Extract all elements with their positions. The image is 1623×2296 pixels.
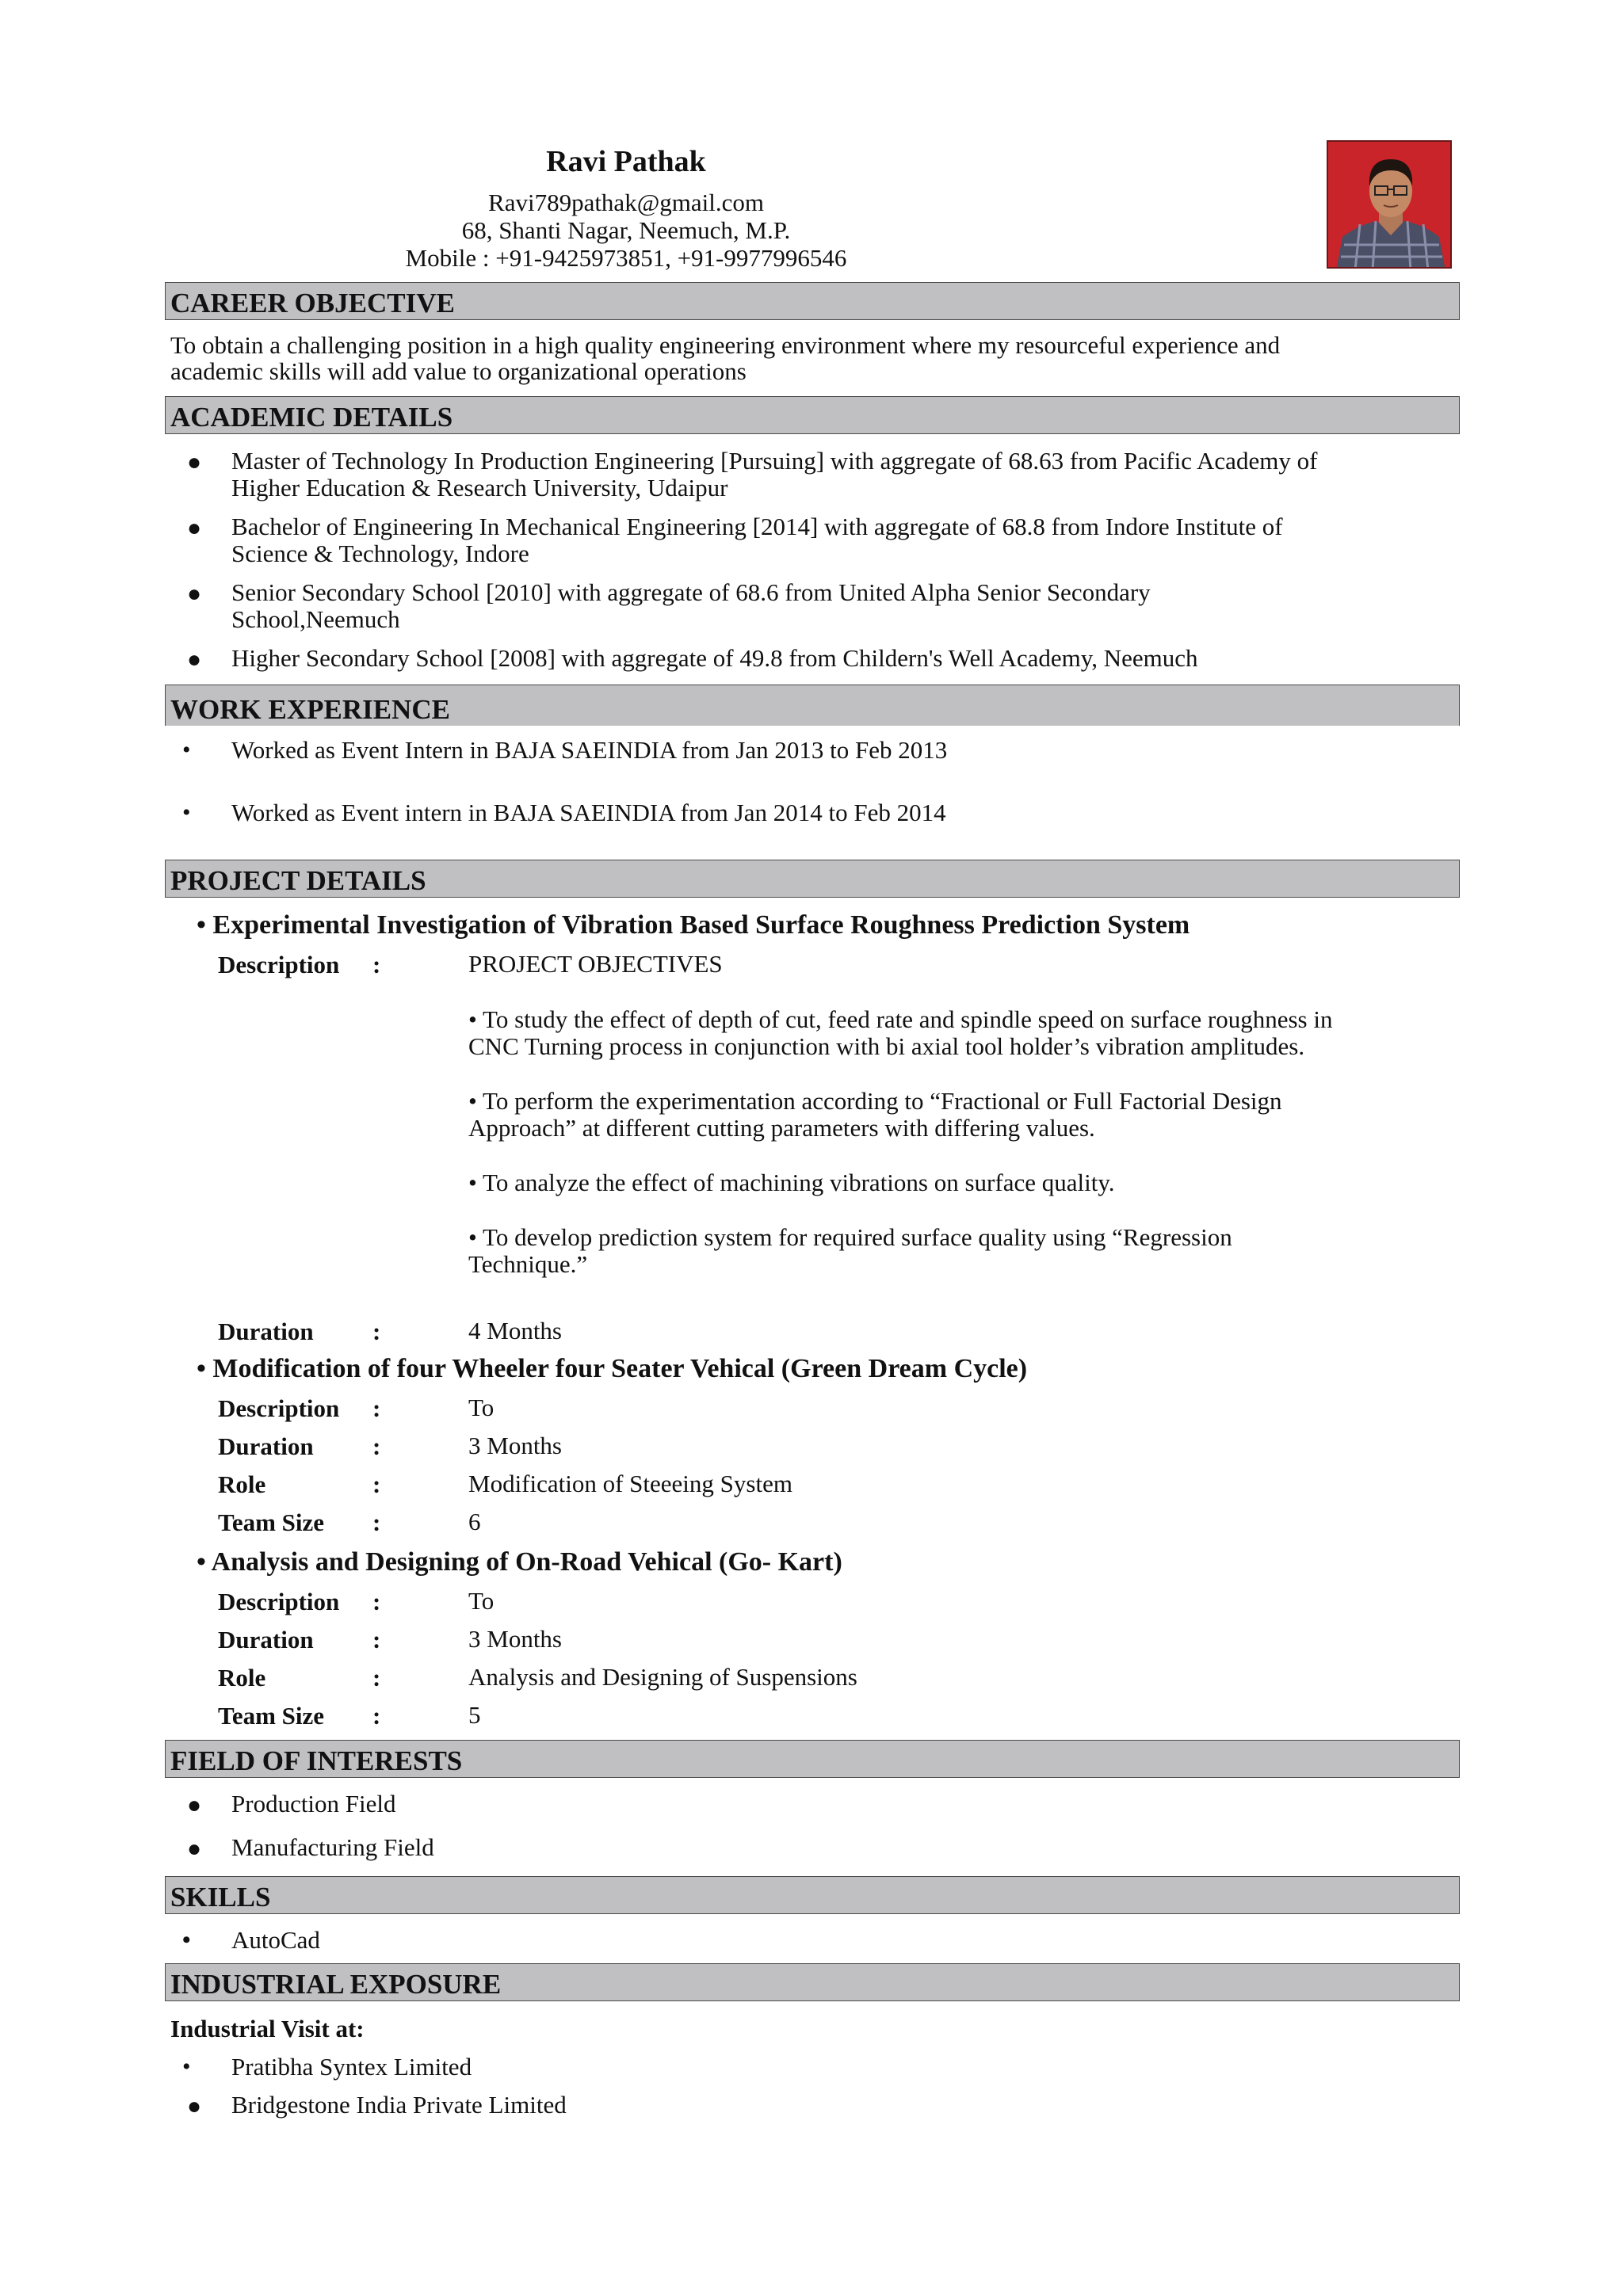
academic-item-line: Master of Technology In Production Engineering [Pursuing] with aggregate of 68.63 from Pacific Academy of	[231, 447, 1318, 475]
project-details-heading: PROJECT DETAILS	[170, 865, 426, 896]
bullet: ●	[187, 449, 202, 475]
field-of-interests-heading-bar	[165, 1740, 1460, 1778]
academic-item-line: Higher Education & Research University, Udaipur	[231, 474, 728, 502]
objective-line: • To study the effect of depth of cut, feed rate and spindle speed on surface roughness in	[468, 1005, 1333, 1033]
profile-photo	[1327, 140, 1452, 269]
description-label: Description	[218, 951, 340, 978]
team-size-label: Team Size	[218, 1508, 325, 1536]
industrial-exposure-heading: INDUSTRIAL EXPOSURE	[170, 1969, 502, 2000]
industrial-visit-item: Bridgestone India Private Limited	[231, 2091, 567, 2119]
academic-item-line: Higher Secondary School [2008] with aggregate of 49.8 from Childern's Well Academy, Neemuch	[231, 644, 1198, 672]
mobile-numbers: Mobile : +91-9425973851, +91-9977996546	[405, 244, 847, 272]
colon: :	[372, 1432, 381, 1460]
bullet: ●	[187, 646, 202, 673]
colon: :	[372, 951, 381, 978]
interest-item: Manufacturing Field	[231, 1833, 434, 1861]
duration-label: Duration	[218, 1432, 314, 1460]
bullet: ●	[187, 2093, 202, 2119]
objective-line: Approach” at different cutting parameters with differing values.	[468, 1114, 1095, 1142]
project-details-heading-bar	[165, 860, 1460, 898]
interest-item: Production Field	[231, 1790, 396, 1817]
project-duration: 4 Months	[468, 1317, 562, 1344]
duration-label: Duration	[218, 1318, 314, 1345]
industrial-visit-subheading: Industrial Visit at:	[170, 2015, 365, 2042]
description-label: Description	[218, 1588, 340, 1615]
project-title: • Modification of four Wheeler four Seater Vehical (Green Dream Cycle)	[197, 1354, 1028, 1383]
work-item: Worked as Event Intern in BAJA SAEINDIA from Jan 2013 to Feb 2013	[231, 736, 948, 764]
academic-item-line: Bachelor of Engineering In Mechanical Engineering [2014] with aggregate of 68.8 from Indore Institute of	[231, 513, 1283, 540]
academic-item-line: School,Neemuch	[231, 605, 400, 633]
project-team-size: 6	[468, 1508, 481, 1535]
project-title: • Analysis and Designing of On-Road Vehical (Go- Kart)	[197, 1547, 842, 1577]
career-objective-heading-bar	[165, 282, 1460, 320]
project-role: Modification of Steeeing System	[468, 1470, 792, 1497]
project-description: PROJECT OBJECTIVES	[468, 950, 723, 978]
career-objective-line: To obtain a challenging position in a high quality engineering environment where my resourceful experience and	[170, 331, 1281, 359]
work-experience-heading: WORK EXPERIENCE	[170, 694, 450, 725]
academic-details-heading: ACADEMIC DETAILS	[170, 402, 453, 433]
bullet: •	[182, 737, 191, 763]
colon: :	[372, 1508, 381, 1536]
role-label: Role	[218, 1470, 266, 1498]
bullet: ●	[187, 515, 202, 541]
objective-line: • To perform the experimentation according to “Fractional or Full Factorial Design	[468, 1087, 1282, 1115]
address: 68, Shanti Nagar, Neemuch, M.P.	[461, 216, 791, 244]
colon: :	[372, 1588, 381, 1615]
academic-item-line: Senior Secondary School [2010] with aggregate of 68.6 from United Alpha Senior Secondary	[231, 578, 1151, 606]
bullet: ●	[187, 1836, 202, 1862]
objective-line: • To develop prediction system for required surface quality using “Regression	[468, 1223, 1232, 1251]
project-role: Analysis and Designing of Suspensions	[468, 1663, 857, 1691]
team-size-label: Team Size	[218, 1702, 325, 1730]
objective-line: CNC Turning process in conjunction with bi axial tool holder’s vibration amplitudes.	[468, 1032, 1305, 1060]
project-description: To	[468, 1394, 495, 1421]
role-label: Role	[218, 1664, 266, 1691]
colon: :	[372, 1626, 381, 1653]
project-duration: 3 Months	[468, 1432, 562, 1459]
colon: :	[372, 1470, 381, 1498]
email: Ravi789pathak@gmail.com	[488, 189, 764, 216]
project-duration: 3 Months	[468, 1625, 562, 1653]
work-experience-heading-bar	[165, 685, 1460, 726]
description-label: Description	[218, 1394, 340, 1422]
field-of-interests-heading: FIELD OF INTERESTS	[170, 1745, 463, 1776]
colon: :	[372, 1394, 381, 1422]
academic-details-heading-bar	[165, 396, 1460, 434]
career-objective-line: academic skills will add value to organizational operations	[170, 357, 747, 385]
industrial-exposure-heading-bar	[165, 1963, 1460, 2001]
colon: :	[372, 1702, 381, 1730]
bullet: •	[182, 799, 191, 826]
objective-line: • To analyze the effect of machining vibrations on surface quality.	[468, 1169, 1115, 1196]
project-description: To	[468, 1587, 495, 1615]
bullet: ●	[187, 1792, 202, 1818]
academic-item-line: Science & Technology, Indore	[231, 540, 529, 567]
project-team-size: 5	[468, 1701, 481, 1729]
project-title: • Experimental Investigation of Vibration Based Surface Roughness Prediction System	[197, 910, 1190, 940]
duration-label: Duration	[218, 1626, 314, 1653]
colon: :	[372, 1318, 381, 1345]
bullet: •	[182, 1927, 191, 1953]
bullet: •	[182, 2054, 191, 2080]
work-item: Worked as Event intern in BAJA SAEINDIA from Jan 2014 to Feb 2014	[231, 799, 946, 826]
objective-line: Technique.”	[468, 1250, 588, 1278]
bullet: ●	[187, 581, 202, 607]
skills-heading-bar	[165, 1876, 1460, 1914]
skill-item: AutoCad	[231, 1926, 320, 1954]
skills-heading: SKILLS	[170, 1882, 271, 1913]
colon: :	[372, 1664, 381, 1691]
candidate-name: Ravi Pathak	[546, 145, 706, 178]
industrial-visit-item: Pratibha Syntex Limited	[231, 2053, 472, 2081]
career-objective-heading: CAREER OBJECTIVE	[170, 288, 455, 318]
